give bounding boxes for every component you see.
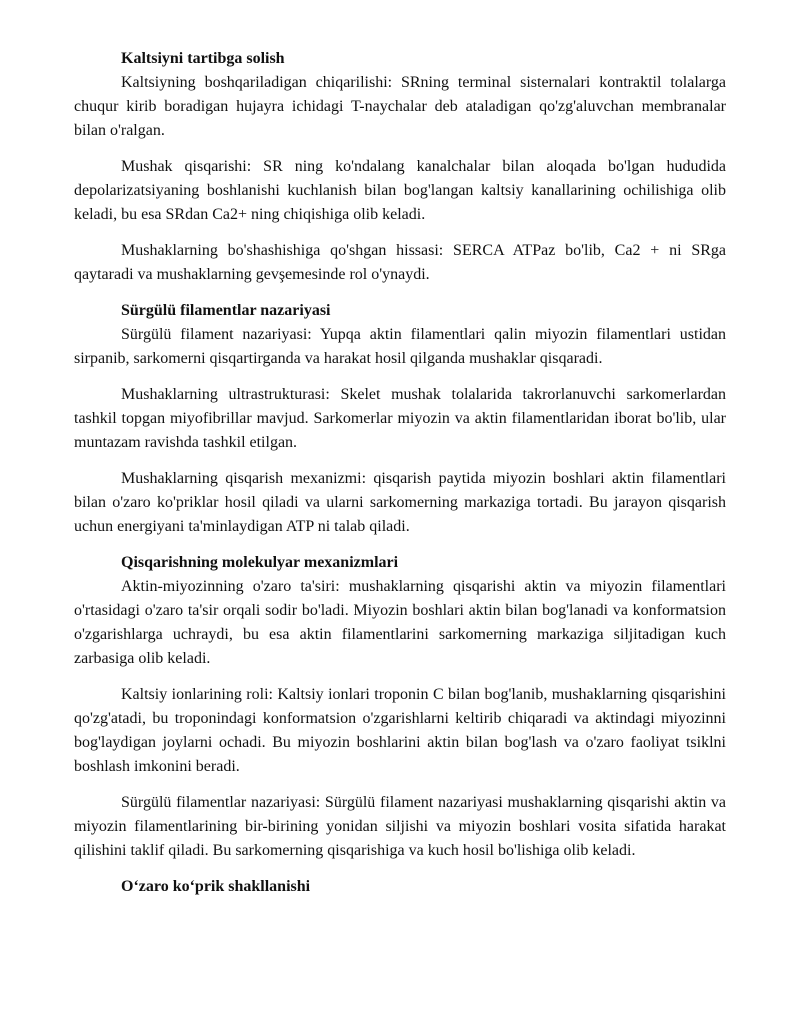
paragraph: Sürgülü filamentlar nazariyasi: Sürgülü filament nazariyasi mushaklarning qisqarishi aktin va miyozin filamentlarining bir-birining yonidan siljishi va miyozin boshlari vosita sifatida harakat qilishini taklif qiladi. Bu sarkomerning qisqarishiga va kuch hosil bo'lishiga olib keladi. — [74, 794, 726, 859]
section-heading: Sürgülü filamentlar nazariyasi — [121, 302, 331, 319]
section-heading: Kaltsiyni tartibga solish — [121, 50, 285, 67]
paragraph: Aktin-miyozinning o'zaro ta'siri: mushaklarning qisqarishi aktin va miyozin filamentlari o'rtasidagi o'zaro ta'sir orqali sodir bo'ladi. Miyozin boshlari aktin bilan bog'lanadi va konformatsion o'zgarishlarga uchraydi, bu esa aktin filamentlarini sarkomerning markaziga siljitadigan kuch zarbasiga olib keladi. — [74, 578, 726, 667]
paragraph: Sürgülü filament nazariyasi: Yupqa aktin filamentlari qalin miyozin filamentlari ustidan sirpanib, sarkomerni qisqartirganda va harakat hosil qilganda mushaklar qisqaradi. — [74, 326, 726, 367]
paragraph: Mushak qisqarishi: SR ning ko'ndalang kanalchalar bilan aloqada bo'lgan hududida depolarizatsiyaning boshlanishi kuchlanish bilan bog'langan kaltsiy kanallarining ochilishiga olib keladi, bu esa SRdan Ca2+ ning chiqishiga olib keladi. — [74, 158, 726, 223]
section-sliding-filament-theory — [74, 299, 726, 539]
section-heading: Qisqarishning molekulyar mexanizmlari — [121, 554, 399, 571]
section-calcium-regulation — [74, 47, 726, 287]
section-heading: O‘zaro ko‘prik shakllanishi — [121, 878, 311, 895]
paragraph: Kaltsiy ionlarining roli: Kaltsiy ionlari troponin C bilan bog'lanib, mushaklarning qisqarishini qo'zg'atadi, bu troponindagi konformatsion o'zgarishlarni keltirib chiqaradi va aktindagi miyozinni bog'laydigan joylarni ochadi. Bu miyozin boshlarini aktin bilan bog'lash va o'zaro faoliyat tsiklni boshlash imkonini beradi. — [74, 686, 726, 775]
section-cross-bridge-formation — [74, 875, 726, 899]
paragraph: Mushaklarning ultrastrukturasi: Skelet mushak tolalarida takrorlanuvchi sarkomerlardan tashkil topgan miyofibrillar mavjud. Sarkomerlar miyozin va aktin filamentlaridan iborat bo'lib, ular muntazam ravishda tashkil etilgan. — [74, 386, 726, 451]
paragraph: Mushaklarning bo'shashishiga qo'shgan hissasi: SERCA ATPaz bo'lib, Ca2 + ni SRga qaytaradi va mushaklarning gevşemesinde rol o'ynaydi. — [74, 242, 726, 283]
paragraph: Mushaklarning qisqarish mexanizmi: qisqarish paytida miyozin boshlari aktin filamentlari bilan o'zaro ko'priklar hosil qiladi va ularni sarkomerning markaziga tortadi. Bu jarayon qisqarish uchun energiyani ta'minlaydigan ATP ni talab qiladi. — [74, 470, 726, 535]
section-molecular-mechanisms — [74, 551, 726, 863]
paragraph: Kaltsiyning boshqariladigan chiqarilishi: SRning terminal sisternalari kontraktil tolalarga chuqur kirib boradigan hujayra ichidagi T-naychalar deb ataladigan qo'zg'aluvchan membranalar bilan o'ralgan. — [74, 74, 726, 139]
